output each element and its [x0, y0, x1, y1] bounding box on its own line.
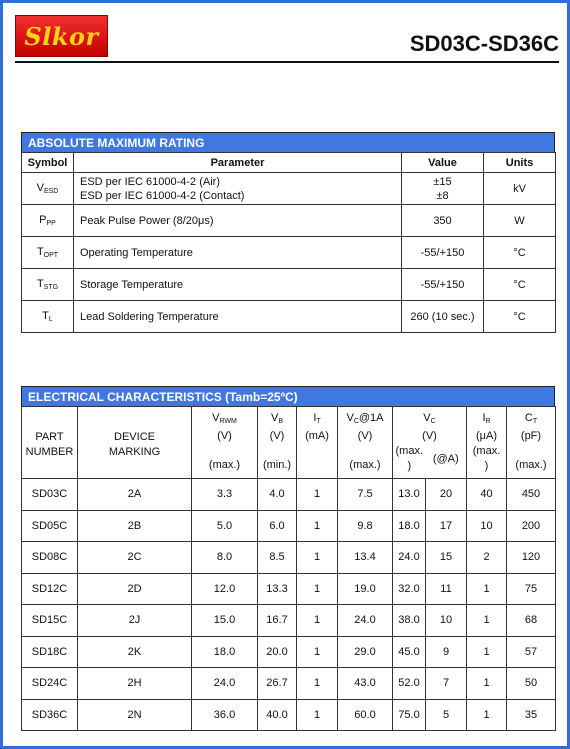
symbol-main: C: [524, 412, 533, 424]
amr-header-value: Value: [402, 153, 484, 173]
ec-cell-ct: 68: [507, 605, 556, 637]
ec-cell-ct: 450: [507, 479, 556, 511]
ec-cell-part-number: SD18C: [22, 636, 78, 668]
ec-header-part-number: [22, 407, 78, 479]
header-note: (min.): [262, 459, 292, 471]
header-note: ): [407, 460, 412, 472]
amr-units: °C: [484, 237, 556, 269]
ec-cell-ct: 120: [507, 542, 556, 574]
amr-symbol: [22, 237, 74, 269]
ec-cell-vc-at-1a: 43.0: [338, 668, 393, 700]
vc-subheaders: [393, 444, 466, 474]
ec-cell-it: 1: [297, 510, 338, 542]
header-note: (max.): [515, 459, 547, 471]
symbol-subscript: R: [485, 418, 491, 425]
amr-symbol: [22, 301, 74, 333]
symbol-main: P: [39, 214, 47, 226]
ec-cell-device-marking: 2K: [78, 636, 192, 668]
ec-cell-ir: 1: [467, 573, 507, 605]
ec-cell-vc-max: 24.0: [393, 542, 426, 574]
ec-header-device-marking: [78, 407, 192, 479]
ec-cell-device-marking: 2A: [78, 479, 192, 511]
ec-cell-part-number: SD12C: [22, 573, 78, 605]
amr-parameter: Storage Temperature: [74, 269, 402, 301]
symbol-main: V: [270, 412, 279, 424]
ec-cell-vc-max: 45.0: [393, 636, 426, 668]
ec-header-vb: [258, 407, 297, 479]
ec-cell-it: 1: [297, 636, 338, 668]
amr-parameter: Peak Pulse Power (8/20μs): [74, 205, 402, 237]
header-note: (max.: [472, 445, 501, 457]
header-symbol: [393, 411, 466, 429]
symbol-main: T: [42, 310, 49, 322]
header-note: (max.: [395, 445, 424, 457]
symbol-main: I: [482, 412, 486, 424]
amr-row: [22, 269, 556, 301]
ec-header-vc-at-1a: [338, 407, 393, 479]
symbol-subscript: RWM: [219, 418, 237, 425]
symbol-main: T: [36, 278, 44, 290]
ec-cell-vc-at-1a: 13.4: [338, 542, 393, 574]
symbol-main: V: [212, 412, 220, 424]
ec-cell-ir: 1: [467, 699, 507, 731]
ec-table-body: [22, 479, 556, 731]
ec-cell-vc-max: 75.0: [393, 699, 426, 731]
ec-cell-ir: 1: [467, 668, 507, 700]
amr-symbol: [22, 269, 74, 301]
symbol-subscript: C: [430, 418, 436, 425]
ec-cell-vb: 20.0: [258, 636, 297, 668]
ec-cell-vb: 4.0: [258, 479, 297, 511]
ec-cell-vb: 26.7: [258, 668, 297, 700]
header-note: (max.): [349, 459, 381, 471]
amr-units: °C: [484, 301, 556, 333]
ec-row: [22, 699, 556, 731]
vc-max-subheader: [393, 444, 426, 474]
ec-cell-vc-max: 52.0: [393, 668, 426, 700]
value-line: ±8: [436, 189, 449, 202]
amr-value: -55/+150: [402, 237, 484, 269]
ec-cell-vc-max: 13.0: [393, 479, 426, 511]
amr-row: [22, 301, 556, 333]
ec-cell-vc-at-1a: 9.8: [338, 510, 393, 542]
amr-parameter: Operating Temperature: [74, 237, 402, 269]
ec-cell-vb: 13.3: [258, 573, 297, 605]
header-line: DEVICE: [114, 430, 155, 443]
ec-cell-ipp: 20: [426, 479, 467, 511]
header-symbol: [297, 411, 337, 429]
header-note: ): [484, 460, 489, 472]
ec-cell-vb: 6.0: [258, 510, 297, 542]
ec-cell-vrwm: 12.0: [192, 573, 258, 605]
ec-cell-it: 1: [297, 605, 338, 637]
ec-cell-ir: 1: [467, 636, 507, 668]
ec-header-vrwm: [192, 407, 258, 479]
symbol-subscript: T: [532, 418, 538, 425]
symbol-main: T: [36, 246, 44, 258]
symbol-main: V: [36, 182, 44, 194]
symbol-main: V: [346, 412, 354, 424]
symbol-subscript: OPT: [43, 252, 59, 259]
ec-cell-device-marking: 2H: [78, 668, 192, 700]
symbol-subscript: ESD: [43, 188, 59, 195]
ec-cell-vrwm: 5.0: [192, 510, 258, 542]
ec-cell-vc-max: 38.0: [393, 605, 426, 637]
ec-header-ct: [507, 407, 556, 479]
amr-value: 350: [402, 205, 484, 237]
ec-cell-vrwm: 24.0: [192, 668, 258, 700]
symbol-suffix: @1A: [358, 412, 384, 424]
header-note: (max.): [208, 459, 241, 471]
ec-cell-ir: 40: [467, 479, 507, 511]
ec-cell-vrwm: 3.3: [192, 479, 258, 511]
amr-table: [21, 152, 556, 333]
ec-cell-vrwm: 36.0: [192, 699, 258, 731]
ec-cell-vb: 16.7: [258, 605, 297, 637]
ec-cell-vc-at-1a: 60.0: [338, 699, 393, 731]
ec-cell-it: 1: [297, 668, 338, 700]
amr-symbol: [22, 205, 74, 237]
ec-cell-part-number: SD36C: [22, 699, 78, 731]
ec-cell-device-marking: 2C: [78, 542, 192, 574]
header-unit: (V): [217, 430, 232, 442]
ec-header-row: [22, 407, 556, 479]
ec-cell-part-number: SD15C: [22, 605, 78, 637]
header-divider: [15, 61, 559, 63]
ec-cell-ct: 50: [507, 668, 556, 700]
ec-cell-ir: 10: [467, 510, 507, 542]
ec-cell-ipp: 7: [426, 668, 467, 700]
ec-cell-device-marking: 2N: [78, 699, 192, 731]
symbol-subscript: STG: [43, 284, 59, 291]
ec-header-ir: [467, 407, 507, 479]
amr-units: kV: [484, 173, 556, 205]
amr-value: 260 (10 sec.): [402, 301, 484, 333]
ec-row: [22, 573, 556, 605]
header-line: NUMBER: [25, 445, 74, 458]
symbol-subscript: PP: [46, 220, 56, 227]
ec-cell-part-number: SD03C: [22, 479, 78, 511]
brand-logo-text: Slkor: [24, 21, 99, 51]
ec-row: [22, 605, 556, 637]
parameter-line: ESD per IEC 61000-4-2 (Air): [80, 175, 220, 188]
absolute-max-rating-section: [21, 132, 555, 333]
symbol-subscript: T: [316, 418, 321, 425]
header-symbol: [192, 411, 257, 429]
parameter-line: ESD per IEC 61000-4-2 (Contact): [80, 189, 245, 202]
symbol-main: I: [313, 412, 317, 424]
header-symbol: [258, 411, 296, 429]
ec-cell-vc-at-1a: 19.0: [338, 573, 393, 605]
ec-cell-ct: 57: [507, 636, 556, 668]
header-symbol: [338, 411, 392, 429]
ec-cell-vb: 40.0: [258, 699, 297, 731]
ec-cell-part-number: SD05C: [22, 510, 78, 542]
header-unit: (V): [422, 430, 437, 442]
page-header: [15, 15, 559, 65]
header-unit: (V): [357, 430, 373, 442]
ec-cell-vrwm: 18.0: [192, 636, 258, 668]
ec-table: [21, 406, 556, 731]
electrical-characteristics-section: [21, 386, 555, 731]
ec-cell-ct: 35: [507, 699, 556, 731]
symbol-subscript: B: [278, 418, 283, 425]
ec-cell-ct: 200: [507, 510, 556, 542]
amr-value: [402, 173, 484, 205]
ec-cell-device-marking: 2B: [78, 510, 192, 542]
ec-cell-vc-at-1a: 7.5: [338, 479, 393, 511]
brand-logo: [15, 15, 108, 57]
amr-row: [22, 237, 556, 269]
symbol-subscript: L: [48, 316, 53, 323]
ec-cell-ir: 2: [467, 542, 507, 574]
ec-cell-it: 1: [297, 542, 338, 574]
amr-header-parameter: Parameter: [74, 153, 402, 173]
ec-cell-vrwm: 8.0: [192, 542, 258, 574]
amr-units: W: [484, 205, 556, 237]
ec-cell-vb: 8.5: [258, 542, 297, 574]
ec-row: [22, 636, 556, 668]
amr-value: -55/+150: [402, 269, 484, 301]
ec-row: [22, 542, 556, 574]
ec-row: [22, 479, 556, 511]
ec-cell-ir: 1: [467, 605, 507, 637]
ec-cell-device-marking: 2J: [78, 605, 192, 637]
amr-header-units: Units: [484, 153, 556, 173]
ec-cell-vc-max: 18.0: [393, 510, 426, 542]
ec-cell-vc-max: 32.0: [393, 573, 426, 605]
header-line: MARKING: [108, 445, 161, 458]
amr-parameter: [74, 173, 402, 205]
ec-banner: ELECTRICAL CHARACTERISTICS (Tamb=25ºC): [21, 386, 555, 406]
ec-cell-ipp: 15: [426, 542, 467, 574]
ec-cell-it: 1: [297, 479, 338, 511]
amr-row: [22, 173, 556, 205]
ec-cell-it: 1: [297, 573, 338, 605]
symbol-main: V: [423, 412, 431, 424]
document-title: SD03C-SD36C: [409, 31, 559, 56]
ec-row: [22, 510, 556, 542]
ec-cell-ct: 75: [507, 573, 556, 605]
amr-symbol: [22, 173, 74, 205]
ec-cell-device-marking: 2D: [78, 573, 192, 605]
header-symbol: [507, 411, 555, 429]
ec-header-it: [297, 407, 338, 479]
value-line: ±15: [433, 175, 452, 188]
header-unit: (V): [269, 430, 285, 442]
header-unit: (mA): [305, 430, 329, 442]
amr-banner: ABSOLUTE MAXIMUM RATING: [21, 132, 555, 152]
ec-cell-ipp: 11: [426, 573, 467, 605]
amr-header-symbol: Symbol: [22, 153, 74, 173]
ec-cell-ipp: 9: [426, 636, 467, 668]
ec-cell-part-number: SD24C: [22, 668, 78, 700]
ec-header-vc: [393, 407, 467, 479]
header-symbol: [467, 411, 506, 429]
header-line: PART: [35, 430, 64, 443]
symbol-subscript: C: [353, 418, 359, 425]
ec-cell-it: 1: [297, 699, 338, 731]
ec-cell-part-number: SD08C: [22, 542, 78, 574]
ec-row: [22, 668, 556, 700]
amr-row: [22, 205, 556, 237]
ec-cell-ipp: 5: [426, 699, 467, 731]
ec-cell-vc-at-1a: 24.0: [338, 605, 393, 637]
amr-parameter: Lead Soldering Temperature: [74, 301, 402, 333]
header-unit: (pF): [520, 430, 542, 442]
ec-cell-vc-at-1a: 29.0: [338, 636, 393, 668]
ec-cell-ipp: 10: [426, 605, 467, 637]
ec-cell-vrwm: 15.0: [192, 605, 258, 637]
ec-cell-ipp: 17: [426, 510, 467, 542]
vc-at-a-subheader: (@A): [432, 453, 459, 465]
header-unit: (μA): [475, 430, 497, 442]
amr-header-row: [22, 153, 556, 173]
amr-units: °C: [484, 269, 556, 301]
